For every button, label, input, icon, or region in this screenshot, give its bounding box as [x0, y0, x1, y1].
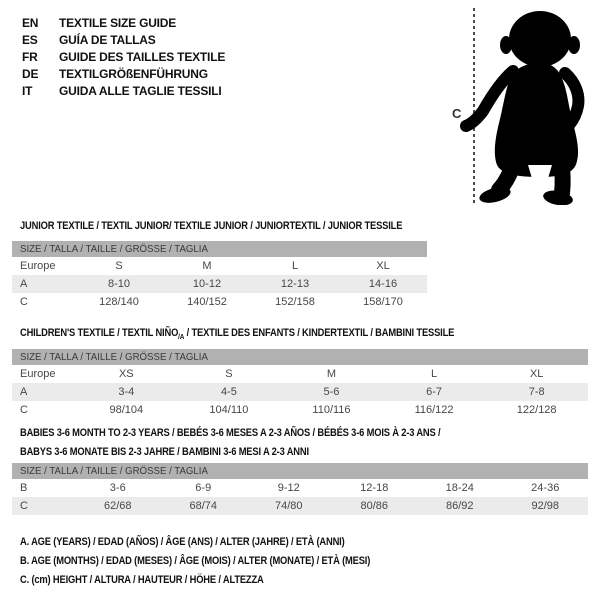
size-table-junior	[12, 241, 427, 311]
section-heading-text	[20, 324, 454, 346]
size-cell: XL	[376, 260, 390, 272]
section-heading-babies	[20, 424, 515, 462]
language-title: TEXTILE SIZE GUIDE	[59, 15, 177, 30]
size-cell: 110/116	[312, 404, 351, 416]
size-cell: 3-6	[109, 482, 126, 494]
table-row	[12, 293, 427, 311]
size-cell: 24-36	[531, 482, 560, 494]
size-cell: 14-16	[368, 278, 398, 290]
size-cell: XS	[118, 368, 134, 380]
size-table-children	[12, 349, 588, 419]
table-row	[12, 257, 427, 275]
size-cell: 68/74	[189, 500, 218, 512]
size-table-babies	[12, 463, 588, 515]
size-cell: 152/158	[275, 296, 315, 308]
heading-post: / TEXTILE DES ENFANTS / KINDERTEXTIL / BAMBINI TESSILE	[184, 327, 455, 339]
row-label: A	[20, 386, 28, 398]
size-cell: 74/80	[274, 500, 303, 512]
table-row	[12, 497, 588, 515]
table-row	[12, 275, 427, 293]
language-row	[22, 14, 225, 31]
size-cell: 104/110	[209, 404, 249, 416]
row-label: Europe	[20, 368, 56, 380]
size-cell: 9-12	[277, 482, 300, 494]
language-title: GUÍA DE TALLAS	[59, 32, 156, 47]
language-code: DE	[22, 66, 39, 81]
size-cell: 98/104	[109, 404, 144, 416]
size-cell: 12-18	[360, 482, 389, 494]
table-header-bar	[12, 349, 588, 365]
table-header-text: SIZE / TALLA / TAILLE / GRÖSSE / TAGLIA	[20, 351, 208, 363]
section-heading-junior	[20, 217, 470, 236]
legend-text: B. AGE (MONTHS) / EDAD (MESES) / ÂGE (MOIS) / ALTER (MONATE) / ETÀ (MESI)	[20, 555, 371, 567]
language-title: GUIDE DES TAILLES TEXTILE	[59, 49, 226, 64]
language-row	[22, 82, 225, 99]
table-row	[12, 401, 588, 419]
language-row	[22, 31, 225, 48]
legend-line	[20, 533, 432, 552]
size-cell: 3-4	[118, 386, 135, 398]
heading-subscript: /A	[178, 332, 185, 342]
heading-pre: CHILDREN'S TEXTILE / TEXTIL NIÑO	[20, 327, 179, 339]
row-label: A	[20, 278, 28, 290]
table-row	[12, 365, 588, 383]
size-cell: 7-8	[528, 386, 545, 398]
size-cell: 12-13	[280, 278, 310, 290]
row-label: C	[20, 500, 28, 512]
row-label: B	[20, 482, 28, 494]
size-cell: 140/152	[187, 296, 227, 308]
size-cell: M	[326, 368, 337, 380]
table-header-bar	[12, 463, 588, 479]
size-cell: 92/98	[531, 500, 560, 512]
size-cell: L	[291, 260, 299, 272]
language-code: IT	[22, 83, 33, 98]
size-cell: 158/170	[363, 296, 403, 308]
size-cell: 6-9	[195, 482, 212, 494]
language-row	[22, 48, 225, 65]
section-heading-text: JUNIOR TEXTILE / TEXTIL JUNIOR/ TEXTILE JUNIOR / JUNIORTEXTIL / JUNIOR TESSILE	[20, 220, 403, 232]
size-cell: S	[225, 368, 233, 380]
legend-line	[20, 552, 432, 571]
table-row	[12, 383, 588, 401]
row-label: C	[20, 296, 28, 308]
size-cell: 10-12	[192, 278, 222, 290]
table-header-text: SIZE / TALLA / TAILLE / GRÖSSE / TAGLIA	[20, 465, 208, 477]
size-cell: 6-7	[426, 386, 443, 398]
size-cell: 18-24	[445, 482, 474, 494]
section-heading-text: BABYS 3-6 MONATE BIS 2-3 JAHRE / BAMBINI 3-6 MESI A 2-3 ANNI	[20, 446, 309, 458]
size-cell: 122/128	[516, 404, 557, 416]
size-cell: 86/92	[445, 500, 474, 512]
size-cell: S	[115, 260, 123, 272]
language-code: FR	[22, 49, 38, 64]
size-cell: 80/86	[360, 500, 389, 512]
size-cell: M	[202, 260, 212, 272]
language-code: ES	[22, 32, 38, 47]
language-title: GUIDA ALLE TAGLIE TESSILI	[59, 83, 222, 98]
section-heading-children	[20, 324, 531, 346]
language-title: TEXTILGRÖßENFÜHRUNG	[59, 66, 208, 81]
table-header-bar	[12, 241, 427, 257]
language-row	[22, 65, 225, 82]
section-heading-text: BABIES 3-6 MONTH TO 2-3 YEARS / BEBÉS 3-6 MESES A 2-3 AÑOS / BÉBÉS 3-6 MOIS À 2-3 ANS /	[20, 427, 441, 439]
size-cell: 128/140	[99, 296, 139, 308]
row-label: C	[20, 404, 28, 416]
legend-line	[20, 571, 432, 590]
size-cell: L	[431, 368, 438, 380]
row-label: Europe	[20, 260, 56, 272]
size-cell: 4-5	[220, 386, 237, 398]
table-header-text: SIZE / TALLA / TAILLE / GRÖSSE / TAGLIA	[20, 243, 208, 255]
size-cell: 8-10	[107, 278, 131, 290]
size-cell: 5-6	[323, 386, 340, 398]
height-measure-label: C	[452, 106, 462, 121]
table-row	[12, 479, 588, 497]
legend-text: A. AGE (YEARS) / EDAD (AÑOS) / ÂGE (ANS) / ALTER (JAHRE) / ETÀ (ANNI)	[20, 536, 345, 548]
size-cell: 116/122	[414, 404, 454, 416]
size-cell: 62/68	[103, 500, 132, 512]
size-cell: XL	[529, 368, 544, 380]
language-block	[22, 14, 225, 99]
language-code: EN	[22, 15, 39, 30]
legend-text: C. (cm) HEIGHT / ALTURA / HAUTEUR / HÖHE / ALTEZZA	[20, 574, 264, 586]
baby-silhouette	[455, 5, 590, 205]
legend	[20, 533, 432, 590]
